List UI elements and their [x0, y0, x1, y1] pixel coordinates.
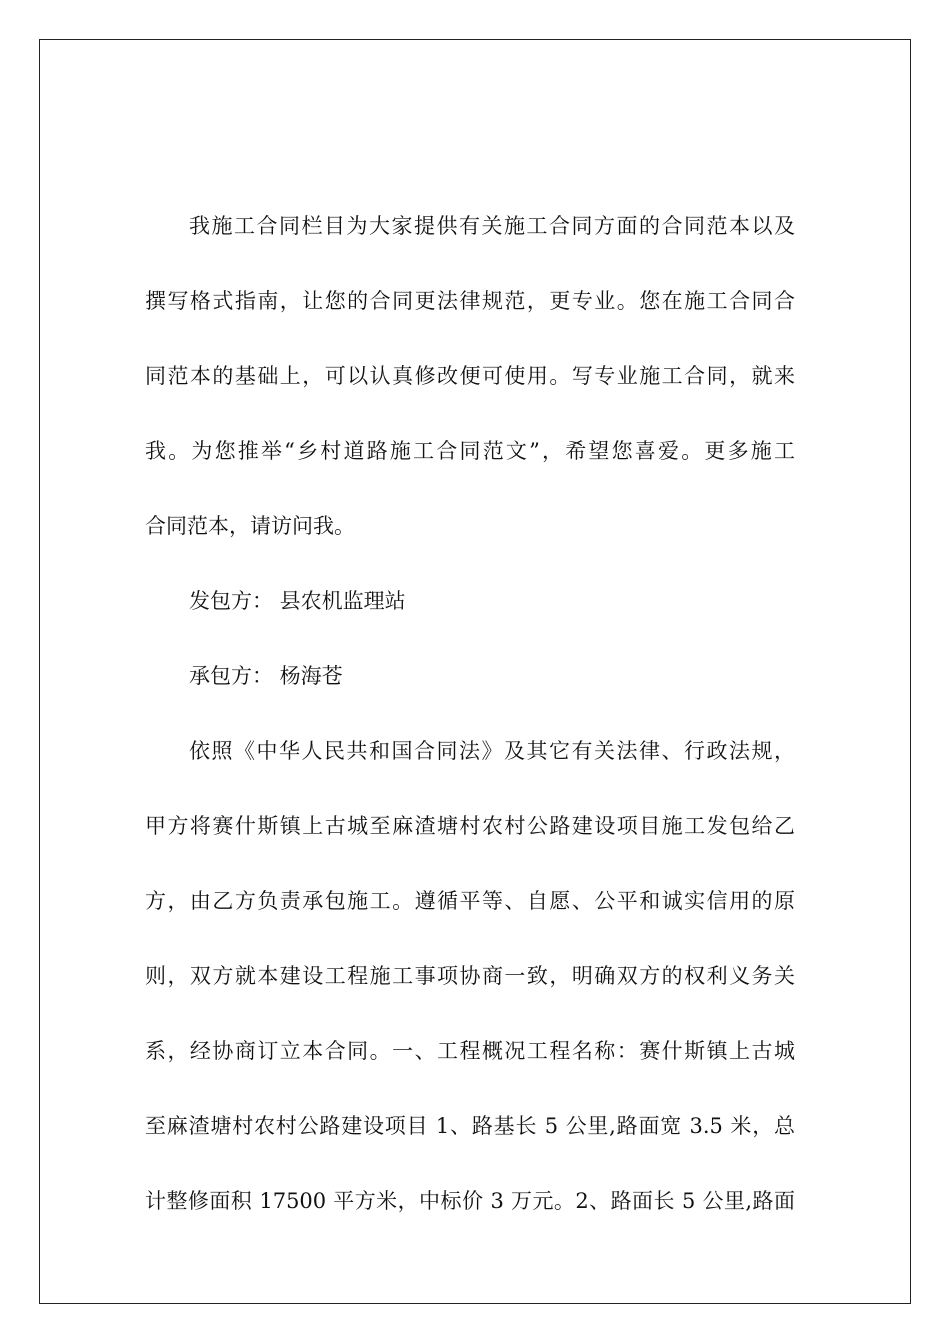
- contractor-line: 承包方： 杨海苍: [189, 664, 343, 688]
- paragraph-line: 方，由乙方负责承包施工。遵循平等、自愿、公平和诚实信用的原: [145, 889, 795, 913]
- paragraph-line: 我。为您推举“乡村道路施工合同范文”，希望您喜爱。更多施工: [145, 439, 795, 463]
- paragraph-line: 我施工合同栏目为大家提供有关施工合同方面的合同范本以及: [189, 214, 795, 238]
- paragraph-line: 则，双方就本建设工程施工事项协商一致，明确双方的权利义务关: [145, 964, 795, 988]
- paragraph-line: 甲方将赛什斯镇上古城至麻渣塘村农村公路建设项目施工发包给乙: [145, 814, 795, 838]
- paragraph-line: 合同范本，请访问我。: [145, 514, 355, 538]
- paragraph-line: 计整修面积 17500 平方米，中标价 3 万元。2、路面长 5 公里,路面: [145, 1189, 795, 1213]
- paragraph-line: 至麻渣塘村农村公路建设项目 1、路基长 5 公里,路面宽 3.5 米，总: [145, 1114, 795, 1138]
- paragraph-line: 依照《中华人民共和国合同法》及其它有关法律、行政法规，: [189, 739, 795, 763]
- paragraph-line: 同范本的基础上，可以认真修改便可使用。写专业施工合同，就来: [145, 364, 795, 388]
- employer-line: 发包方： 县农机监理站: [189, 589, 406, 613]
- paragraph-line: 撰写格式指南，让您的合同更法律规范，更专业。您在施工合同合: [145, 289, 795, 313]
- paragraph-line: 系，经协商订立本合同。一、工程概况工程名称：赛什斯镇上古城: [145, 1039, 795, 1063]
